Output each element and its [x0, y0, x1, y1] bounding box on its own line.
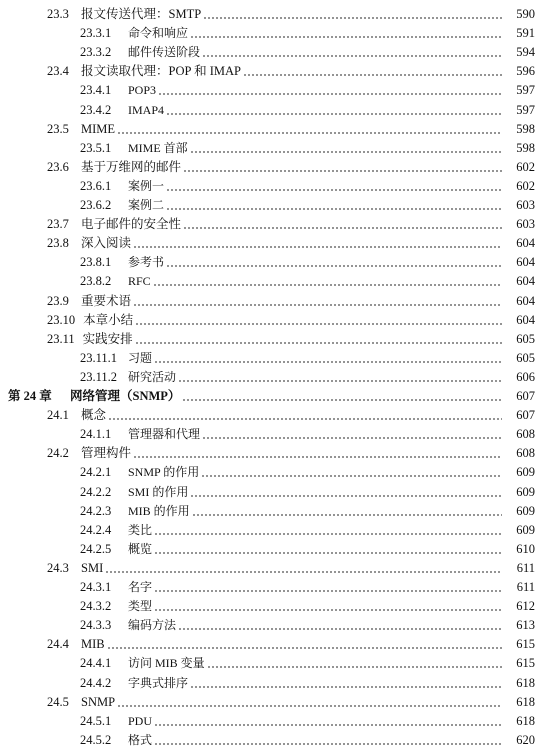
- dot-leader: [190, 151, 502, 153]
- toc-entry-number: 23.5: [47, 121, 69, 136]
- toc-entry-page: 590: [516, 7, 535, 21]
- toc-entry-page: 603: [516, 217, 535, 232]
- toc-entry-number: 24.2.5: [80, 541, 112, 556]
- toc-entry-number: 23.11.2: [80, 369, 118, 384]
- toc-entry: [0, 422, 541, 442]
- toc-entry-title: 重要术语: [81, 293, 132, 308]
- dot-leader: [107, 647, 502, 649]
- toc-entry-title: MIME 首部: [128, 140, 188, 155]
- toc-entry-page: 598: [516, 121, 535, 136]
- toc-entry-number: 24.2.1: [80, 465, 112, 480]
- toc-entry-title: 深入阅读: [81, 236, 132, 251]
- toc-entry-title: RFC: [128, 274, 151, 289]
- toc-entry-page: 609: [516, 522, 535, 537]
- dot-leader: [133, 456, 502, 458]
- toc-entry: [0, 537, 541, 557]
- dot-leader: [166, 189, 502, 191]
- dot-leader: [182, 399, 502, 401]
- dot-leader: [183, 170, 502, 172]
- toc-entry-page: 610: [516, 541, 535, 556]
- toc-entry-page: 605: [516, 350, 535, 365]
- toc-entry-number: 23.11: [47, 331, 75, 346]
- toc-entry-title: 概览: [128, 541, 153, 556]
- toc-entry-title: 管理构件: [81, 446, 132, 461]
- toc-entry-title: 报文读取代理：POP 和 IMAP: [81, 64, 241, 79]
- toc-entry-number: 第 24 章: [8, 389, 52, 403]
- toc-entry-number: 24.4.1: [80, 656, 112, 671]
- toc-entry: [0, 59, 541, 79]
- toc-entry-title: MIB 的作用: [128, 503, 190, 518]
- toc-entry-number: 24.5: [47, 694, 69, 709]
- dot-leader: [202, 437, 502, 439]
- toc-entry-number: 24.1: [47, 408, 69, 423]
- toc-entry-number: 23.4.1: [80, 83, 112, 98]
- toc-entry: [0, 117, 541, 137]
- toc-entry: [0, 327, 541, 347]
- toc-entry-title: MIB: [81, 637, 105, 652]
- toc-entry-title: 访问 MIB 变量: [128, 656, 205, 671]
- toc-entry-title: 管理器和代理: [128, 427, 201, 442]
- dot-leader: [154, 552, 502, 554]
- toc-entry-title: 名字: [128, 580, 153, 594]
- toc-entry-page: 618: [516, 713, 535, 728]
- dot-leader: [166, 265, 502, 267]
- toc-entry-number: 23.8: [47, 236, 69, 251]
- toc-entry-page: 602: [516, 159, 535, 174]
- toc-entry: [0, 346, 541, 366]
- toc-entry-page: 594: [516, 45, 535, 60]
- toc-entry: [0, 193, 541, 213]
- toc-entry-page: 608: [516, 427, 535, 442]
- toc-entry-number: 23.3.2: [80, 45, 112, 60]
- toc-entry-number: 24.3.1: [80, 580, 112, 594]
- toc-entry: [0, 231, 541, 251]
- toc-entry-title: IMAP4: [128, 102, 165, 117]
- toc-entry: [0, 155, 541, 175]
- toc-entry-title: 电子邮件的安全性: [81, 217, 182, 232]
- toc-entry-number: 24.3.3: [80, 618, 112, 633]
- toc-entry-title: 本章小结: [83, 312, 134, 327]
- toc-entry-page: 615: [516, 637, 535, 652]
- toc-entry-number: 23.10: [47, 312, 76, 327]
- toc-entry-number: 23.4.2: [80, 102, 112, 117]
- toc-entry: [0, 40, 541, 60]
- dot-leader: [178, 380, 502, 382]
- toc-entry-title: SNMP 的作用: [128, 465, 200, 480]
- toc-entry-page: 603: [516, 198, 535, 212]
- toc-entry-title: 实践安排: [82, 331, 133, 346]
- dot-leader: [203, 17, 502, 19]
- dot-leader: [201, 475, 502, 477]
- dot-leader: [190, 686, 502, 688]
- toc-entry: [0, 174, 541, 194]
- toc-entry-page: 620: [516, 732, 535, 747]
- toc-entry-title: 习题: [128, 350, 153, 365]
- toc-entry-page: 613: [516, 618, 535, 633]
- toc-entry: [0, 136, 541, 156]
- toc-entry: [0, 269, 541, 289]
- toc-entry: [0, 613, 541, 633]
- dot-leader: [154, 590, 502, 592]
- toc-entry-page: 611: [516, 560, 535, 575]
- toc-entry-title: 命令和响应: [128, 26, 189, 41]
- toc-entry-number: 24.2.3: [80, 503, 112, 518]
- toc-entry-page: 606: [516, 369, 535, 384]
- toc-entry-page: 605: [516, 331, 535, 346]
- toc-entry-title: 案例一: [128, 178, 165, 193]
- dot-leader: [135, 323, 502, 325]
- toc-entry-number: 23.8.2: [80, 274, 112, 289]
- dot-leader: [166, 208, 502, 210]
- dot-leader: [178, 628, 502, 630]
- dot-leader: [117, 705, 502, 707]
- toc-entry: [0, 671, 541, 691]
- toc-entry-title: 字典式排序: [128, 675, 189, 690]
- toc-entry-page: 618: [516, 694, 535, 709]
- toc-entry-page: 608: [516, 446, 535, 461]
- toc-entry-page: 609: [516, 484, 535, 499]
- dot-leader: [108, 418, 502, 420]
- toc-entry: [0, 728, 541, 748]
- toc-entry-number: 24.3.2: [80, 599, 112, 614]
- toc-entry-title: SMI 的作用: [128, 484, 189, 499]
- toc-entry: [0, 575, 541, 595]
- toc-entry-page: 611: [516, 580, 535, 594]
- toc-entry-number: 23.4: [47, 64, 69, 79]
- toc-entry-page: 618: [516, 675, 535, 690]
- dot-leader: [154, 609, 502, 611]
- toc-entry-number: 23.6.1: [80, 178, 112, 193]
- toc-entry-title: 参考书: [128, 255, 165, 270]
- toc-entry: [0, 441, 541, 461]
- dot-leader: [190, 495, 502, 497]
- toc-entry: [0, 78, 541, 98]
- toc-entry-number: 23.5.1: [80, 140, 112, 155]
- toc-entry-title: SMI: [81, 560, 104, 575]
- dot-leader: [190, 36, 502, 38]
- toc-entry-page: 597: [516, 102, 535, 117]
- toc-entry-number: 23.7: [47, 217, 69, 232]
- dot-leader: [202, 55, 502, 57]
- toc-entry-title: 报文传送代理：SMTP: [81, 7, 202, 21]
- toc-entry-number: 24.5.2: [80, 732, 112, 747]
- toc-entry: [0, 651, 541, 671]
- dot-leader: [105, 571, 502, 573]
- toc-entry-page: 591: [516, 26, 535, 41]
- toc-entry: [0, 632, 541, 652]
- dot-leader: [117, 132, 502, 134]
- toc-entry-title: PDU: [128, 713, 153, 728]
- toc-entry-page: 607: [516, 389, 535, 403]
- toc-entry-title: 网络管理（SNMP）: [70, 389, 181, 403]
- toc-entry-title: 类型: [128, 599, 153, 614]
- toc-entry: [0, 460, 541, 480]
- dot-leader: [133, 246, 502, 248]
- toc-entry-title: 案例二: [128, 198, 165, 212]
- toc-entry: [0, 98, 541, 118]
- toc-entry-page: 612: [516, 599, 535, 614]
- toc-entry-page: 609: [516, 503, 535, 518]
- toc-entry-title: 基于万维网的邮件: [81, 159, 182, 174]
- toc-entry-number: 23.3: [47, 7, 69, 21]
- dot-leader: [154, 533, 502, 535]
- toc-entry-title: SNMP: [81, 694, 116, 709]
- toc-entry: [0, 480, 541, 500]
- toc-chapter-entry: [0, 384, 541, 404]
- toc-entry-page: 597: [516, 83, 535, 98]
- toc-entry-number: 23.6: [47, 159, 69, 174]
- dot-leader: [154, 361, 502, 363]
- toc-entry-page: 607: [516, 408, 535, 423]
- toc-entry: [0, 21, 541, 41]
- dot-leader: [135, 342, 502, 344]
- dot-leader: [153, 284, 502, 286]
- toc-entry-number: 24.5.1: [80, 713, 112, 728]
- toc-entry-page: 609: [516, 465, 535, 480]
- dot-leader: [207, 666, 502, 668]
- dot-leader: [154, 724, 502, 726]
- toc-entry-number: 24.2: [47, 446, 69, 461]
- toc-entry: [0, 499, 541, 519]
- toc-entry: [0, 556, 541, 576]
- toc-entry: [0, 594, 541, 614]
- toc-entry-number: 24.1.1: [80, 427, 112, 442]
- toc-entry: [0, 2, 541, 22]
- dot-leader: [154, 743, 502, 745]
- toc-entry: [0, 518, 541, 538]
- toc-entry-number: 24.2.2: [80, 484, 112, 499]
- toc-entry: [0, 403, 541, 423]
- dot-leader: [243, 74, 502, 76]
- toc-entry-page: 598: [516, 140, 535, 155]
- toc-entry-page: 604: [516, 236, 535, 251]
- toc-entry-title: 概念: [81, 408, 107, 423]
- dot-leader: [158, 93, 502, 95]
- toc-entry-page: 602: [516, 178, 535, 193]
- dot-leader: [133, 304, 502, 306]
- dot-leader: [192, 514, 502, 516]
- dot-leader: [166, 113, 502, 115]
- toc-entry-title: 研究活动: [128, 369, 177, 384]
- toc-entry-number: 23.9: [47, 293, 69, 308]
- toc-entry-number: 23.3.1: [80, 26, 112, 41]
- toc-entry: [0, 690, 541, 710]
- toc-entry-page: 596: [516, 64, 535, 79]
- toc-entry-title: 编码方法: [128, 618, 177, 633]
- toc-entry: [0, 709, 541, 729]
- toc-entry-number: 23.6.2: [80, 198, 112, 212]
- dot-leader: [183, 227, 502, 229]
- toc-entry-number: 23.11.1: [80, 350, 118, 365]
- toc-entry-number: 24.4: [47, 637, 69, 652]
- toc-entry-title: MIME: [81, 121, 116, 136]
- toc-entry-page: 604: [516, 293, 535, 308]
- toc-entry-number: 23.8.1: [80, 255, 112, 270]
- toc-entry-page: 604: [516, 312, 535, 327]
- toc-entry-number: 24.2.4: [80, 522, 112, 537]
- toc-entry: [0, 212, 541, 232]
- toc-entry-page: 604: [516, 255, 535, 270]
- toc-entry-number: 24.3: [47, 560, 69, 575]
- toc-entry-title: 格式: [128, 732, 153, 747]
- toc-entry: [0, 289, 541, 309]
- toc-entry-title: 邮件传送阶段: [128, 45, 201, 60]
- toc-entry-title: POP3: [128, 83, 157, 98]
- toc-entry: [0, 365, 541, 385]
- toc-entry-number: 24.4.2: [80, 675, 112, 690]
- toc-entry: [0, 308, 541, 328]
- toc-entry-title: 类比: [128, 522, 153, 537]
- toc-entry-page: 615: [516, 656, 535, 671]
- toc-entry-page: 604: [516, 274, 535, 289]
- toc-entry: [0, 250, 541, 270]
